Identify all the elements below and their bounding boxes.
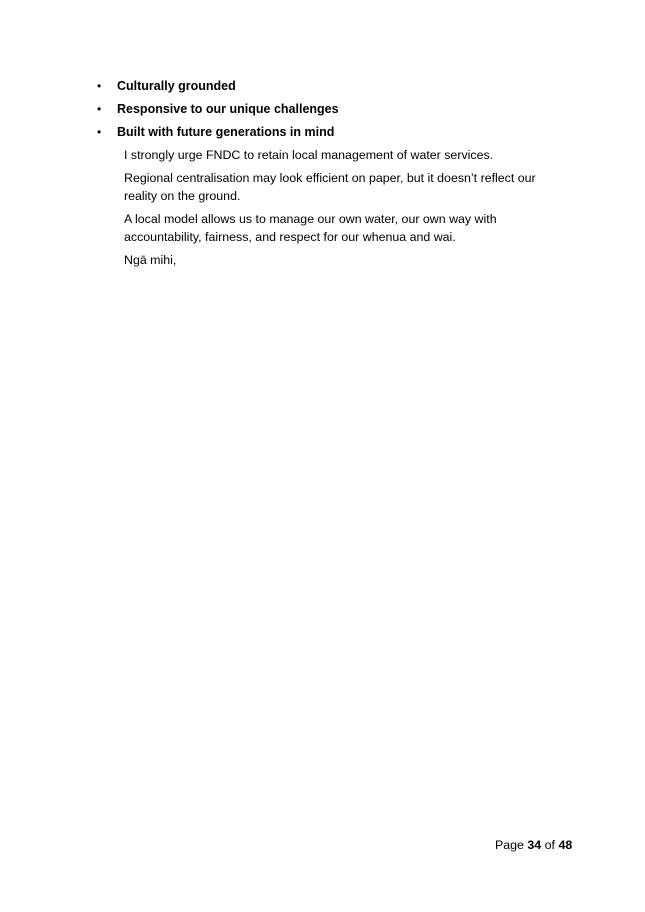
- page-label: Page: [495, 838, 524, 852]
- bullet-text: Responsive to our unique challenges: [117, 102, 339, 116]
- paragraph: A local model allows us to manage our own water, our own way with accountability, fairness, and respect for our whenua and wai.: [124, 212, 497, 244]
- bullet-point-icon: •: [97, 125, 102, 139]
- page-number-footer: [495, 836, 572, 854]
- paragraph: Regional centralisation may look efficient on paper, but it doesn’t reflect our reality on the ground.: [124, 171, 536, 203]
- body-text: [124, 146, 564, 274]
- bullet-text: Built with future generations in mind: [117, 125, 335, 139]
- closing-line: Ngā mihi,: [124, 253, 177, 267]
- bullet-text: Culturally grounded: [117, 79, 236, 93]
- of-label: of: [544, 838, 555, 852]
- bullet-point-icon: •: [97, 79, 102, 93]
- total-pages-number: 48: [558, 838, 573, 852]
- bullet-point-icon: •: [97, 102, 102, 116]
- paragraph: I strongly urge FNDC to retain local management of water services.: [124, 148, 494, 162]
- current-page-number: 34: [527, 838, 542, 852]
